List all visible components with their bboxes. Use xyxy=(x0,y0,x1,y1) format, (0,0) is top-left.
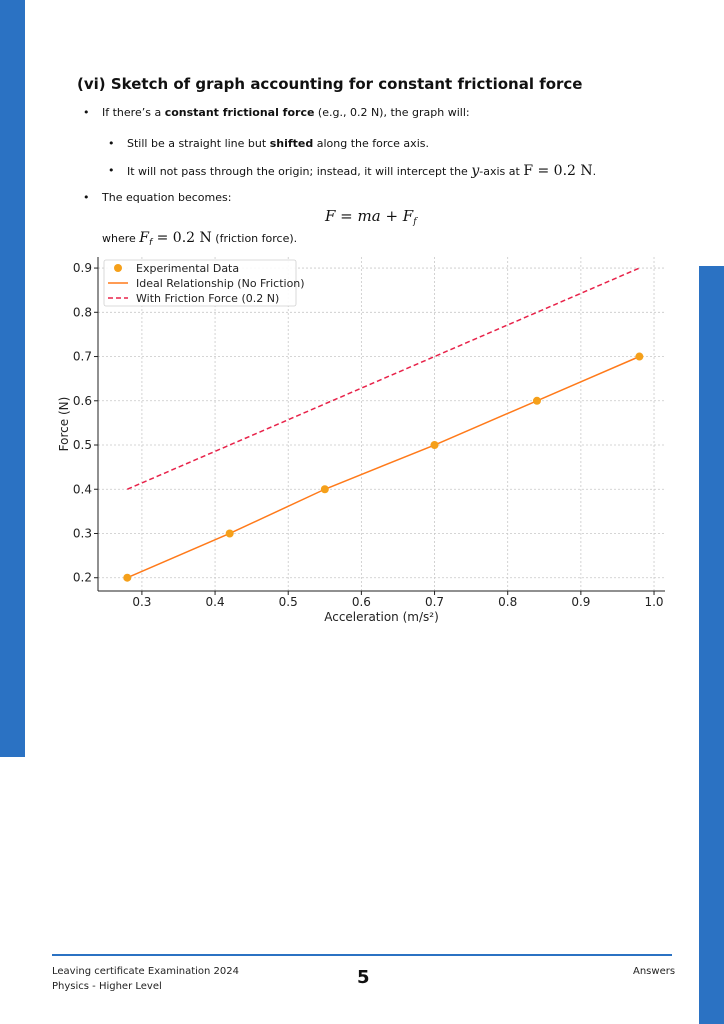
x-tick-label: 0.7 xyxy=(424,595,445,609)
footer-answers: Answers xyxy=(633,966,676,977)
data-point xyxy=(123,574,131,582)
bullet-friction: • If there’s a constant frictional force (e.g., 0.2 N), the graph will: xyxy=(83,106,470,119)
legend-label: Experimental Data xyxy=(136,262,240,275)
data-point xyxy=(533,397,541,405)
legend-label: With Friction Force (0.2 N) xyxy=(136,292,280,305)
y-tick-label: 0.5 xyxy=(72,438,92,453)
footer-divider xyxy=(52,954,672,956)
y-tick-label: 0.9 xyxy=(72,261,92,276)
x-tick-label: 0.3 xyxy=(132,595,152,609)
y-tick-label: 0.2 xyxy=(72,570,92,585)
footer-subject: Physics - Higher Level xyxy=(52,981,162,992)
y-tick-label: 0.7 xyxy=(72,349,92,364)
footer-exam: Leaving certificate Examination 2024 xyxy=(52,966,240,977)
where-friction: where $F_f = 0.2$ N (friction force). xyxy=(102,230,298,248)
legend-marker xyxy=(114,264,122,272)
y-tick-label: 0.3 xyxy=(72,526,92,541)
data-point xyxy=(635,353,643,361)
page-number: 5 xyxy=(357,967,370,988)
y-tick-label: 0.6 xyxy=(72,393,92,408)
x-tick-label: 0.8 xyxy=(498,595,518,609)
y-tick-label: 0.8 xyxy=(72,305,92,320)
legend-label: Ideal Relationship (No Friction) xyxy=(136,277,305,290)
data-point xyxy=(431,441,439,449)
x-tick-label: 0.5 xyxy=(278,595,298,609)
x-tick-label: 0.9 xyxy=(571,595,591,609)
y-tick-label: 0.4 xyxy=(72,482,92,497)
x-tick-label: 0.4 xyxy=(205,595,225,609)
x-axis-label: Acceleration (m/s²) xyxy=(324,610,439,624)
sub-bullet-shifted: • Still be a straight line but shifted along the force axis. xyxy=(108,137,429,150)
y-axis-label: Force (N) xyxy=(57,396,71,452)
section-heading: (vi) Sketch of graph accounting for constant frictional force xyxy=(77,75,583,93)
x-tick-label: 1.0 xyxy=(644,595,664,609)
data-point xyxy=(321,485,329,493)
ideal-line xyxy=(127,357,639,578)
x-tick-label: 0.6 xyxy=(351,595,371,609)
bullet-equation: • The equation becomes: xyxy=(83,191,232,204)
equation: F = ma + $F_f$ xyxy=(325,207,417,227)
data-point xyxy=(226,529,234,537)
sub-bullet-intercept: • It will not pass through the origin; instead, it will intercept the y-axis at F = 0.2 N. xyxy=(108,163,597,179)
